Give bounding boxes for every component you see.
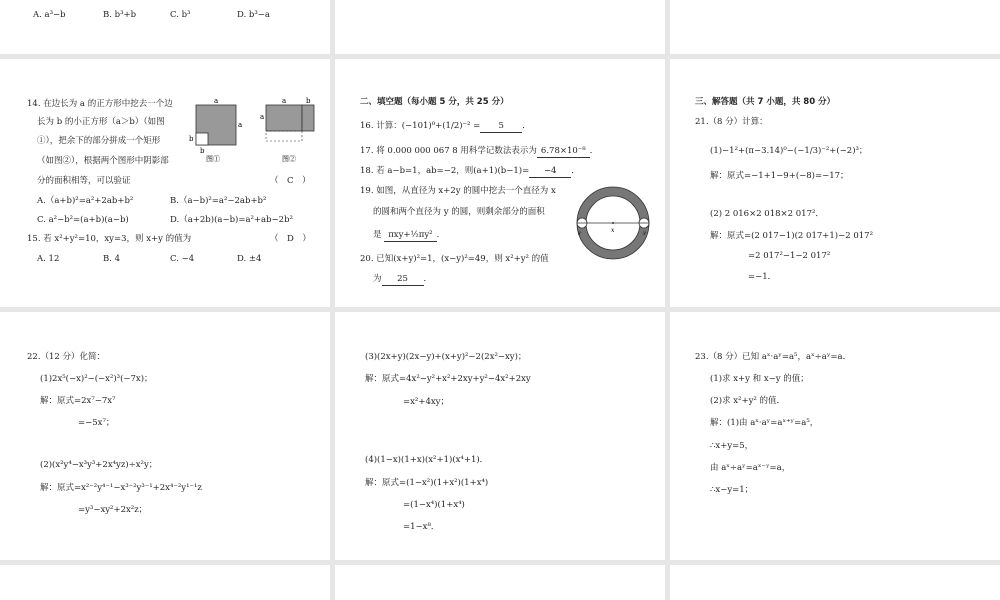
fig1-cutout [196, 133, 208, 145]
q23-part-2: (2)求 x²+y² 的值． [710, 396, 785, 406]
center-dot [612, 222, 614, 224]
label-y-right: y [643, 230, 646, 236]
q14-option-d: D.（a+2b)(a−b)=a²+ab−2b² [170, 215, 293, 225]
fig2-label-b: b [306, 97, 311, 105]
q13-option-b: B. b³+b [103, 10, 137, 20]
q20-answer: 25 [382, 274, 424, 286]
q22-sol-2b: =y³−xy²+2x²z； [78, 505, 148, 515]
q23-sol-2: ∴x+y=5， [710, 441, 754, 451]
q21-title: 21.（8 分）计算： [695, 117, 768, 127]
q14-line-4: （如图②），根据两个图形中阴影部 [37, 156, 169, 166]
q20-line-2: 为 25 ． [373, 274, 433, 284]
label-x: x [611, 227, 615, 234]
q20-is: 为 [373, 274, 382, 284]
q17-stem: 17. 将 0.000 000 067 8 用科学记数法表示为 6.78×10⁻⁸ ． [360, 146, 599, 156]
q22-sol-4b: =(1−x⁴)(1+x⁴) [403, 500, 465, 510]
fig1-label-a-side: a [238, 121, 243, 129]
q22-sol-3a: 解：原式=4x²−y²+x²+2xy+y²−4x²+2xy [365, 374, 531, 384]
q17-text: 17. 将 0.000 000 067 8 用科学记数法表示为 [360, 146, 537, 156]
q21-sol-2a: 解：原式=(2 017−1)(2 017+1)−2 017² [710, 231, 873, 241]
q15-stem: 15. 若 x²+y²=10，xy=3，则 x+y 的值为 [27, 234, 192, 244]
q17-answer: 6.78×10⁻⁸ [537, 146, 590, 158]
q13-option-d: D. b³−a [237, 10, 270, 20]
q23-title: 23.（8 分）已知 aˣ·aʸ=a⁵，aˣ÷aʸ=a． [695, 352, 852, 362]
q22-title: 22.（12 分）化简： [27, 352, 106, 362]
q22-sol-4c: =1−x⁸． [403, 522, 440, 532]
q20-line-1: 20. 已知(x+y)²=1，(x−y)²=49，则 x²+y² 的值 [360, 254, 549, 264]
fig1-label-b-side: b [189, 135, 194, 143]
q19-line-3: 是 πxy+½πy² ． [373, 230, 446, 240]
fig2-strip [302, 105, 314, 131]
fig2-dashed [266, 131, 302, 141]
q22-part-1: (1)2x⁵(−x)²−(−x²)³(−7x)； [40, 374, 153, 384]
q23-sol-3: 由 aˣ÷aʸ=aˣ⁻ʸ=a， [710, 463, 791, 473]
page-top-center [335, 0, 665, 54]
q21-part-2: (2) 2 016×2 018×2 017²． [710, 209, 824, 219]
fig2-label-a: a [282, 97, 287, 105]
page-bot-left [0, 312, 330, 560]
q22-sol-3b: =x²+4xy； [403, 397, 449, 407]
page-mid-left [0, 59, 330, 307]
q21-sol-1: 解：原式=−1+1−9+(−8)=−17； [710, 171, 849, 181]
q14-line-1: 14. 在边长为 a 的正方形中挖去一个边 [27, 99, 173, 109]
q22-part-4: (4)(1−x)(1+x)(x²+1)(x⁴+1)． [365, 455, 489, 465]
fig1-label-a-top: a [214, 97, 219, 105]
q14-option-b: B.（a−b)²=a²−2ab+b² [170, 196, 267, 206]
q14-option-a: A.（a+b)²=a²+2ab+b² [37, 196, 134, 206]
label-y-left: y [578, 230, 581, 236]
page-last-right [670, 565, 1000, 600]
q13-option-c: C. b³ [170, 10, 191, 20]
fig2-caption: 图② [282, 155, 296, 163]
q21-part-1: (1)−1²+(π−3.14)⁰−(−1/3)⁻²+(−2)³； [710, 146, 868, 156]
q22-part-2: (2)(x²y⁴−x³y³+2x⁴yz)÷x²y； [40, 460, 158, 470]
page-bot-right [670, 312, 1000, 560]
section-3-heading: 三、解答题（共 7 小题，共 80 分） [695, 97, 836, 107]
q21-sol-2c: =−1． [748, 272, 777, 282]
q22-part-3: (3)(2x+y)(2x−y)+(x+y)²−2(2x²−xy)； [365, 352, 527, 362]
q18-text: 18. 若 a−b=1，ab=−2，则(a+1)(b−1)= [360, 166, 530, 176]
q23-sol-4: ∴x−y=1； [710, 485, 754, 495]
fig1-label-b-bottom: b [200, 147, 205, 155]
q15-option-a: A. 12 [37, 254, 60, 264]
page-last-center [335, 565, 665, 600]
section-2-heading: 二、填空题（每小题 5 分，共 25 分） [360, 97, 509, 107]
q15-answer: （ D ） [270, 234, 311, 244]
q14-line-2: 长为 b 的小正方形（a＞b）（如图 [37, 117, 165, 127]
q14-line-5: 分的面积相等，可以验证 [37, 176, 131, 186]
q19-is: 是 [373, 230, 382, 240]
q15-option-c: C. −4 [170, 254, 195, 264]
page-top-left [0, 0, 330, 54]
q22-sol-2a: 解：原式=x²⁻²y⁴⁻¹−x³⁻²y³⁻¹+2x⁴⁻²y¹⁻¹z [40, 483, 202, 493]
q23-sol-1: 解：(1)由 aˣ·aʸ=aˣ⁺ʸ=a⁵， [710, 418, 819, 428]
page-bot-center [335, 312, 665, 560]
q13-option-a: A. a³−b [33, 10, 66, 20]
q14-answer: （ C ） [270, 176, 311, 186]
page-top-right [670, 0, 1000, 54]
q15-option-d: D. ±4 [237, 254, 262, 264]
q18-answer: −4 [529, 166, 571, 178]
q16-text: 16. 计算：(−101)⁰+(1/2)⁻² = [360, 121, 481, 131]
q19-answer: πxy+½πy² [384, 230, 436, 242]
q16-answer: 5 [480, 121, 522, 133]
q19-figure [575, 184, 655, 262]
q23-part-1: (1)求 x+y 和 x−y 的值； [710, 374, 809, 384]
q15-option-b: B. 4 [103, 254, 121, 264]
q14-line-3: ①），把余下的部分拼成一个矩形 [37, 136, 161, 146]
page-mid-right [670, 59, 1000, 307]
fig2-label-a-side: a [260, 113, 265, 121]
fig2-shaded [266, 105, 302, 131]
q22-sol-1b: =−5x⁷； [78, 418, 115, 428]
fig1-caption: 图① [206, 155, 220, 163]
q22-sol-1a: 解：原式=2x⁷−7x⁷ [40, 396, 116, 406]
q19-line-1: 19. 如图，从直径为 x+2y 的圆中挖去一个直径为 x [360, 186, 556, 196]
page-last-left [0, 565, 330, 600]
q19-line-2: 的圆和两个直径为 y 的圆，则剩余部分的面积 [373, 207, 545, 217]
page-mid-center [335, 59, 665, 307]
q21-sol-2b: =2 017²−1−2 017² [748, 251, 831, 261]
q22-sol-4a: 解：原式=(1−x²)(1+x²)(1+x⁴) [365, 478, 489, 488]
q18-stem: 18. 若 a−b=1，ab=−2，则(a+1)(b−1)= −4 ． [360, 166, 580, 176]
q16-stem: 16. 计算：(−101)⁰+(1/2)⁻² = 5 ． [360, 121, 531, 131]
q14-option-c: C. a²−b²=(a+b)(a−b) [37, 215, 129, 225]
q14-figure [188, 97, 318, 165]
